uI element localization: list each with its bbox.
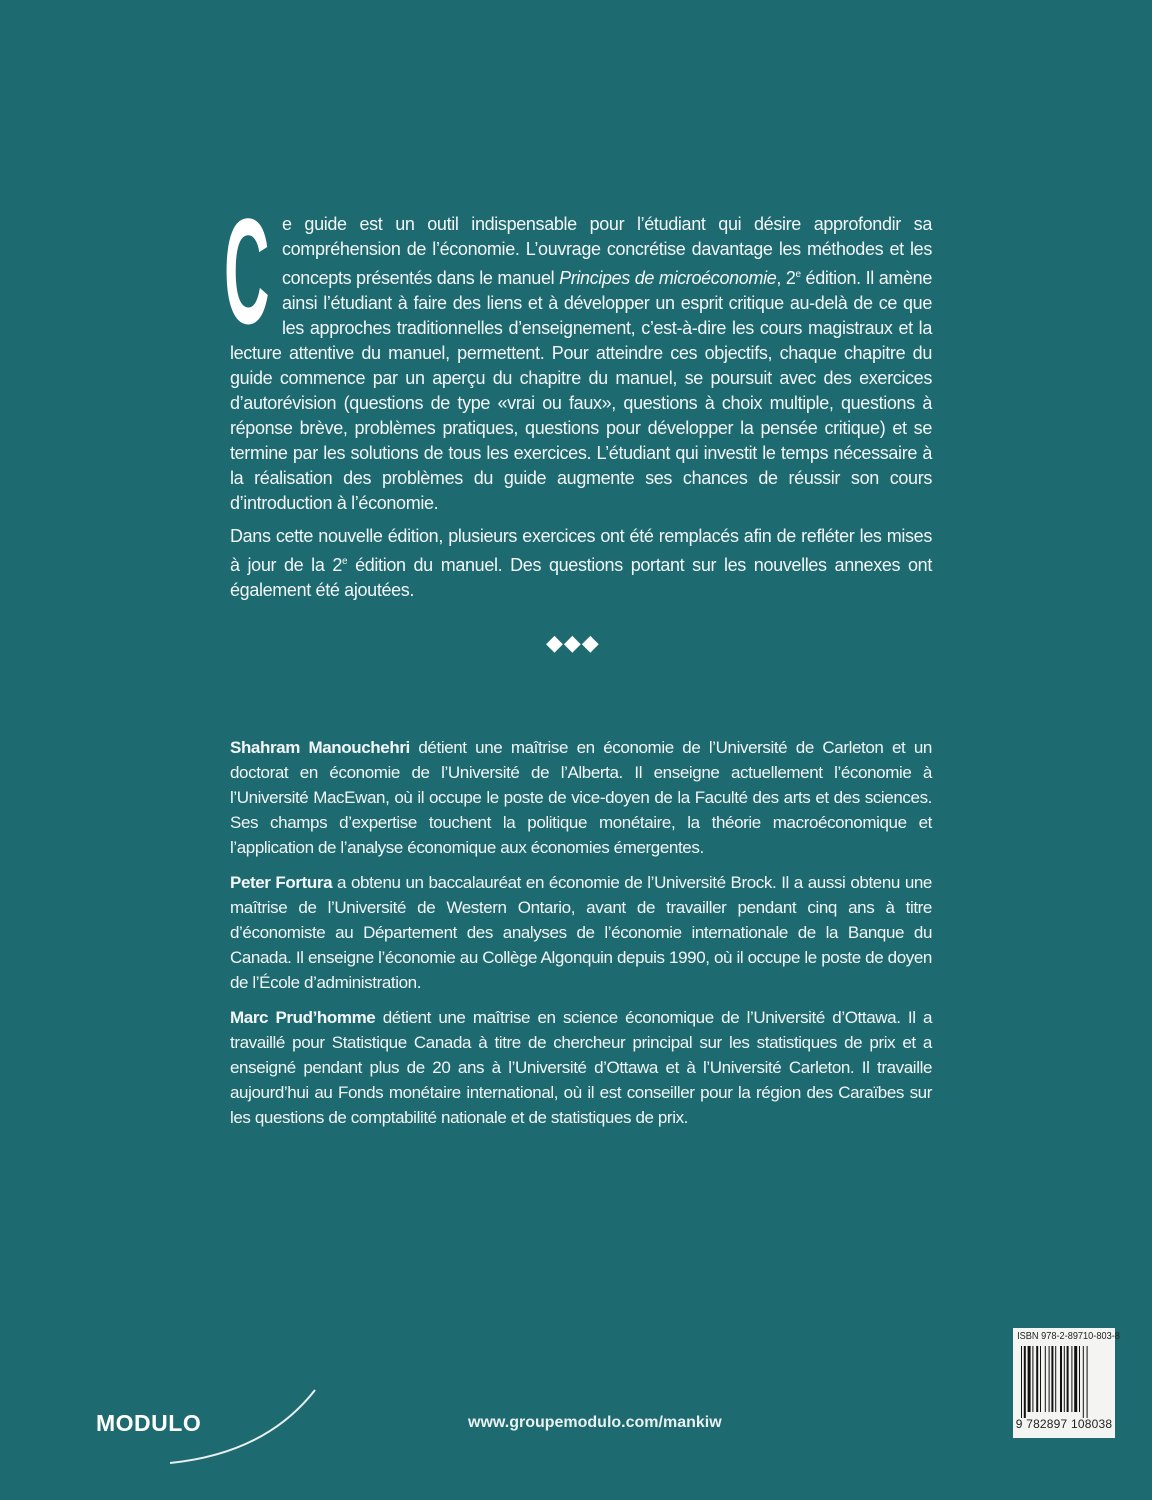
author-name: Peter Fortura: [230, 873, 333, 892]
barcode-number: 9 782897 108038: [1015, 1417, 1113, 1431]
website-url[interactable]: www.groupemodulo.com/mankiw: [468, 1414, 722, 1431]
barcode-icon: [1019, 1346, 1109, 1418]
isbn-label: ISBN 978-2-89710-803-8: [1017, 1331, 1120, 1342]
author-bio: Peter Fortura a obtenu un baccalauréat en économie de l’Université Brock. Il a aussi obtenu une maîtrise de l’Université de Western Ontario, avant de travailler pendant cinq ans à titre d’économiste au Département des analyses de l’économie internationale de la Banque du Canada. Il enseigne l’économie au Collège Algonquin depuis 1990, où il occupe le poste de doyen de l’École d’administration.: [230, 873, 932, 992]
author-bios: [230, 735, 932, 1140]
book-title: Principes de microéconomie: [559, 268, 777, 288]
description: [224, 187, 933, 611]
description-paragraph-2: Dans cette nouvelle édition, plusieurs exercices ont été remplacés afin de refléter les mises à jour de la 2e édition du manuel. Des questions portant sur les nouvelles annexes ont également été ajoutées.: [230, 526, 932, 600]
author-bio: Shahram Manouchehri détient une maîtrise en économie de l’Université de Carleton et un doctorat en économie de l’Université de l’Alberta. Il enseigne actuellement l’économie à l’Université MacEwan, où il occupe le poste de vice-doyen de la Faculté des arts et des sciences. Ses champs d’expertise touchent la politique monétaire, la théorie macroéconomique et l’application de l’analyse économique aux économies émergentes.: [230, 738, 932, 857]
separator-diamonds: ◆◆◆: [546, 630, 600, 655]
description-paragraph-1: C e guide est un outil indispensable pour l’étudiant qui désire approfondir sa compréhension de l’économie. L’ouvrage concrétise davantage les méthodes et les concepts présentés dans le manuel Principes de microéconomie, 2e édition. Il amène ainsi l’étudiant à faire des liens et à développer un esprit critique au-delà de ce que les approches traditionnelles d’enseignement, c’est-à-dire les cours magistraux et la lecture attentive du manuel, permettent. Pour atteindre ces objectifs, chaque chapitre du guide commence par un aperçu du chapitre du manuel, se poursuit avec des exercices d’autorévision (questions de type «vrai ou faux», questions à choix multiple, questions à réponse brève, problèmes pratiques, questions pour développer la pensée critique) et se termine par les solutions de tous les exercices. L’étudiant qui investit le temps nécessaire à la réalisation des problèmes du guide augmente ses chances de réussir son cours d’introduction à l’économie.: [224, 187, 933, 513]
isbn-barcode: [1013, 1328, 1120, 1438]
publisher-logo: MODULO: [96, 1410, 202, 1436]
author-name: Shahram Manouchehri: [230, 738, 410, 757]
author-name: Marc Prud’homme: [230, 1008, 376, 1027]
drop-cap: C: [224, 187, 270, 355]
author-bio: Marc Prud’homme détient une maîtrise en science économique de l’Université d’Ottawa. Il a travaillé pour Statistique Canada à titre de chercheur principal sur les statistiques de prix et a enseigné pendant plus de 20 ans à l’Université d’Ottawa et à l’Université Carleton. Il travaille aujourd’hui au Fonds monétaire international, où il est conseiller pour la région des Caraïbes sur les questions de comptabilité nationale et de statistiques de prix.: [230, 1008, 932, 1127]
